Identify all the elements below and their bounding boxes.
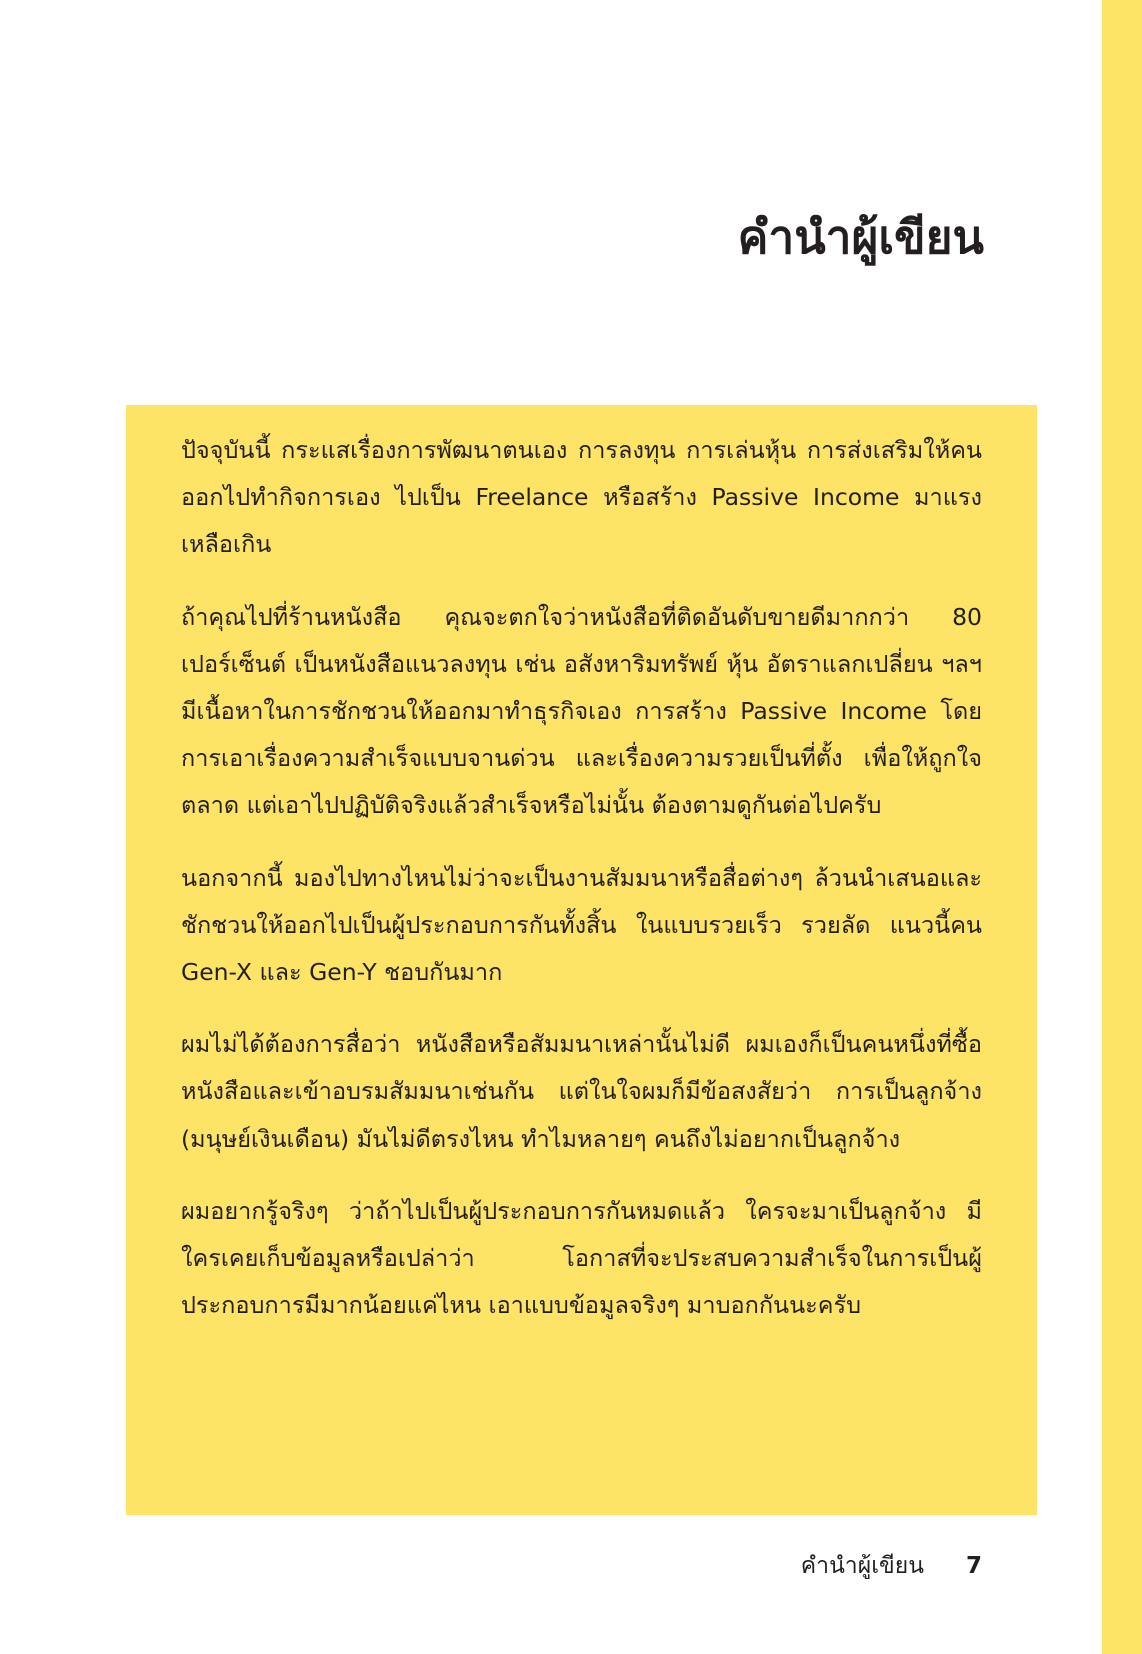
preface-paragraph-4: ผมไม่ได้ต้องการสื่อว่า หนังสือหรือสัมมนาเหล่านั้นไม่ดี ผมเองก็เป็นคนหนึ่งที่ซื้อหนังสือและเข้าอบรมสัมมนาเช่นกัน แต่ในใจผมก็มีข้อสงสัยว่า การเป็นลูกจ้าง (มนุษย์เงินเดือน) มันไม่ดีตรงไหน ทำไมหลายๆ คนถึงไม่อยากเป็นลูกจ้าง [181, 1030, 982, 1153]
preface-paragraph-1: ปัจจุบันนี้ กระแสเรื่องการพัฒนาตนเอง การลงทุน การเล่นหุ้น การส่งเสริมให้คนออกไปทำกิจการเอง ไปเป็น Freelance หรือสร้าง Passive Income มาแรงเหลือเกิน [181, 436, 982, 559]
preface-paragraph-5: ผมอยากรู้จริงๆ ว่าถ้าไปเป็นผู้ประกอบการกันหมดแล้ว ใครจะมาเป็นลูกจ้าง มีใครเคยเก็บข้อมูลหรือเปล่าว่า โอกาสที่จะประสบความสำเร็จในการเป็นผู้ประกอบการมีมากน้อยแค่ไหน เอาแบบข้อมูลจริงๆ มาบอกกันนะครับ [181, 1196, 982, 1320]
preface-text-box [126, 405, 1037, 1515]
page-footer [801, 1549, 982, 1583]
page-number: 7 [965, 1553, 982, 1579]
yellow-side-strip [1102, 0, 1142, 1654]
preface-paragraph-3: นอกจากนี้ มองไปทางไหนไม่ว่าจะเป็นงานสัมมนาหรือสื่อต่างๆ ล้วนนำเสนอและชักชวนให้ออกไปเป็นผู้ประกอบการกันทั้งสิ้น ในแบบรวยเร็ว รวยลัด แนวนี้คน Gen-X และ Gen-Y ชอบกันมาก [181, 863, 982, 987]
running-head: คำนำผู้เขียน [800, 1553, 924, 1579]
page-title: คำนำผู้เขียน [737, 210, 984, 264]
preface-paragraph-2: ถ้าคุณไปที่ร้านหนังสือ คุณจะตกใจว่าหนังสือที่ติดอันดับขายดีมากกว่า 80 เปอร์เซ็นต์ เป็นหนังสือแนวลงทุน เช่น อสังหาริมทรัพย์ หุ้น อัตราแลกเปลี่ยน ฯลฯ มีเนื้อหาในการชักชวนให้ออกมาทำธุรกิจเอง การสร้าง Passive Income โดยการเอาเรื่องความสำเร็จแบบจานด่วน และเรื่องความรวยเป็นที่ตั้ง เพื่อให้ถูกใจตลาด แต่เอาไปปฏิบัติจริงแล้วสำเร็จหรือไม่นั้น ต้องตามดูกันต่อไปครับ [181, 602, 982, 820]
